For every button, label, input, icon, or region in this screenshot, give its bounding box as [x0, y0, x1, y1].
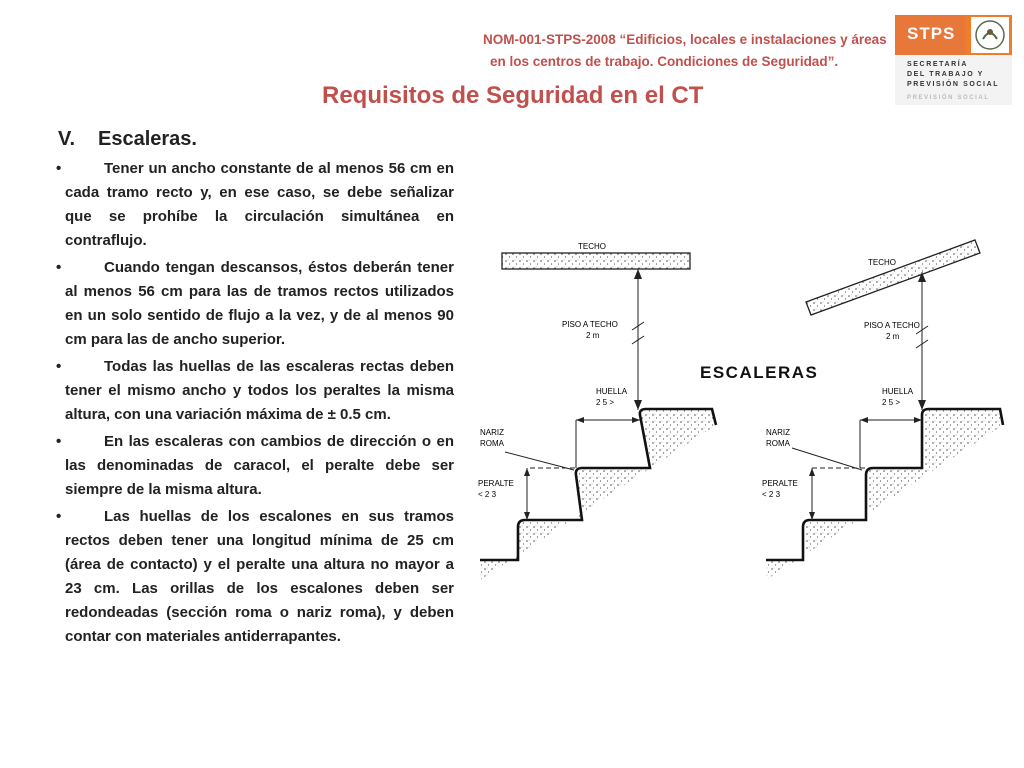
right-roma-label: ROMA: [766, 439, 790, 448]
bullet-text: En las escaleras con cambios de dirección o en las denominadas de caracol, el peralte debe ser siempre de la misma altura.: [65, 433, 454, 498]
right-peralte-label: PERALTE: [762, 479, 798, 488]
left-stair-diagram: [478, 242, 716, 580]
logo-line-2: DEL TRABAJO Y: [907, 71, 984, 78]
logo-line-1: SECRETARÍA: [907, 61, 968, 68]
right-stair-diagram: [762, 240, 1003, 580]
left-peralte-value: < 2 3: [478, 490, 497, 499]
bullet-item-4: [58, 430, 454, 502]
bullet-icon: •: [56, 259, 62, 276]
norm-reference-line-2: en los centros de trabajo. Condiciones de Seguridad”.: [490, 54, 839, 69]
stps-logo: [895, 15, 1012, 105]
bullet-item-1: [58, 157, 454, 253]
bullet-text: Cuando tengan descansos, éstos deberán tener al menos 56 cm para las de tramos rectos utilizados en un solo sentido de flujo a la vez, y de al menos 90 cm para las de ancho superior.: [65, 259, 454, 348]
left-roma-label: ROMA: [480, 439, 504, 448]
logo-line-4: PREVISIÓN SOCIAL: [907, 95, 990, 101]
logo-abbreviation: STPS: [907, 24, 956, 43]
mexico-seal-icon: [971, 17, 1009, 53]
left-ceiling-slab: [502, 253, 690, 269]
bullet-icon: •: [56, 358, 62, 375]
left-huella-value: 2 5 >: [596, 398, 615, 407]
norm-reference-line-1: NOM-001-STPS-2008 “Edificios, locales e instalaciones y áreas: [483, 32, 887, 47]
left-peralte-label: PERALTE: [478, 479, 514, 488]
right-huella-label: HUELLA: [882, 387, 914, 396]
bullet-icon: •: [56, 160, 62, 177]
right-huella-value: 2 5 >: [882, 398, 901, 407]
right-techo-label: TECHO: [868, 258, 896, 267]
stair-diagram: [470, 230, 1010, 580]
left-nariz-leader: [505, 452, 574, 470]
bullet-item-5: [58, 505, 454, 649]
right-ceiling-slab: [806, 240, 980, 315]
content-column: [58, 128, 454, 652]
left-arrow-down: [634, 400, 642, 410]
bullet-text: Tener un ancho constante de al menos 56 cm en cada tramo recto y, en ese caso, se debe señalizar que se prohíbe la circulación simultánea en contraflujo.: [65, 160, 454, 249]
left-piso-techo-label: PISO A TECHO: [562, 320, 618, 329]
logo-line-3: PREVISIÓN SOCIAL: [907, 81, 1000, 88]
right-nariz-label: NARIZ: [766, 428, 790, 437]
section-title: Escaleras.: [98, 128, 197, 150]
left-arrow-up: [634, 269, 642, 279]
left-huella-label: HUELLA: [596, 387, 628, 396]
bullet-text: Todas las huellas de las escaleras rectas deben tener el mismo ancho y todos los peraltes la misma altura, con una variación máxima de ± 0.5 cm.: [65, 358, 454, 423]
right-peralte-value: < 2 3: [762, 490, 781, 499]
left-stair-body: [480, 409, 716, 580]
left-nariz-label: NARIZ: [480, 428, 504, 437]
diagram-title: ESCALERAS: [700, 363, 819, 382]
right-piso-techo-value: 2 m: [886, 332, 900, 341]
section-heading: [58, 128, 454, 151]
bullet-icon: •: [56, 508, 62, 525]
right-piso-techo-label: PISO A TECHO: [864, 321, 920, 330]
right-nariz-leader: [792, 448, 862, 470]
page-title: Requisitos de Seguridad en el CT: [322, 82, 704, 109]
section-number: V.: [58, 128, 76, 150]
bullet-icon: •: [56, 433, 62, 450]
left-techo-label: TECHO: [578, 242, 606, 251]
bullet-text: Las huellas de los escalones en sus tramos rectos deben tener una longitud mínima de 25 cm (área de contacto) y el peralte una altura no mayor a 23 cm. Las orillas de los escalones deben ser redondeadas (sección roma o nariz roma), y deben contar con materiales antiderrapantes.: [65, 508, 454, 645]
bullet-item-2: [58, 256, 454, 352]
right-stair-body: [766, 409, 1003, 580]
bullet-item-3: [58, 355, 454, 427]
left-piso-techo-value: 2 m: [586, 331, 600, 340]
